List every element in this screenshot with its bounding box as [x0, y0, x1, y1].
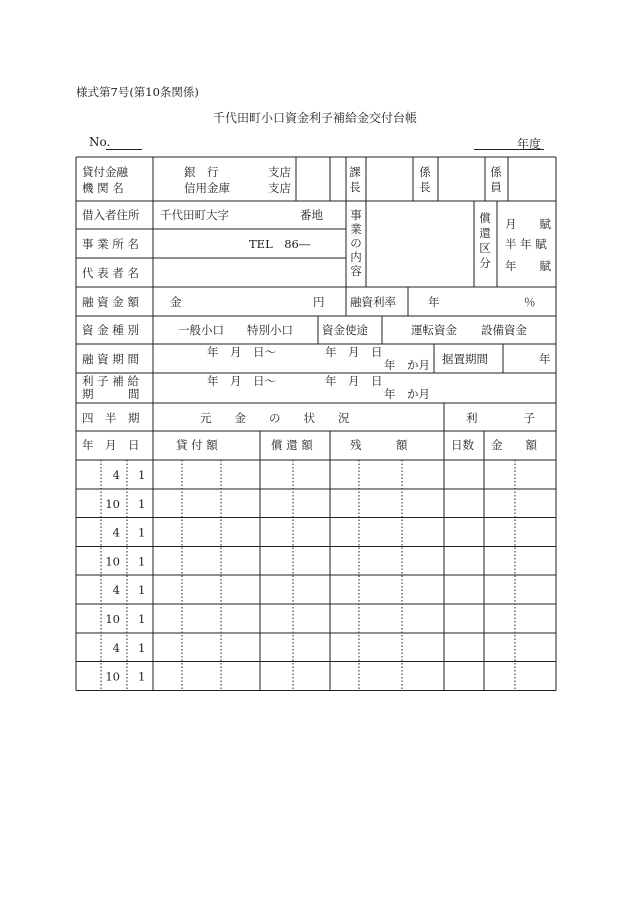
row-month: 10	[105, 554, 120, 569]
equipment-fund-label: 設備資金	[481, 323, 527, 337]
subsidy-from-label: 年 月 日～	[207, 374, 276, 388]
staff-label: 係	[490, 165, 502, 179]
subsidy-months-label: 年 か月	[384, 387, 430, 401]
repayment-label: 還	[479, 226, 491, 240]
business-content-label: 容	[350, 264, 362, 278]
percent-label: ％	[524, 295, 536, 309]
general-small-label: 一般小口	[178, 323, 224, 337]
loan-period-label: 融 資 期 間	[82, 352, 139, 366]
address-value: 千代田町大字	[160, 208, 229, 222]
staff-label: 員	[490, 180, 502, 194]
number-label: No.	[89, 135, 111, 149]
interest-label: 利 子	[466, 411, 535, 425]
business-content-label: 内	[350, 250, 362, 264]
business-content-label: の	[350, 236, 362, 250]
repayment-label: 分	[479, 256, 491, 270]
subsection-chief-label: 係	[419, 165, 431, 179]
yen-label: 円	[313, 295, 325, 309]
section-chief-label: 長	[349, 180, 361, 194]
subsidy-to-label: 年 月 日	[325, 374, 383, 388]
row-month: 10	[105, 669, 120, 684]
period-months-label: 年 か月	[384, 358, 430, 372]
repayment-half-year: 半 年 賦	[505, 237, 547, 251]
subsidy-period-label: 期 間	[82, 387, 140, 401]
document-title: 千代田町小口資金利子補給金交付台帳	[212, 111, 417, 125]
loan-amount-label: 融 資 金 額	[82, 295, 139, 309]
deferment-year-label: 年	[539, 352, 551, 366]
interest-rate-label: 融資利率	[350, 295, 396, 309]
borrower-address-label: 借入者住所	[82, 208, 140, 222]
lender-label: 機 関 名	[82, 181, 124, 195]
row-month: 4	[112, 468, 120, 482]
principal-status-label: 元 金 の 状 況	[200, 411, 350, 425]
bank-label: 銀 行	[184, 165, 219, 179]
row-month: 4	[112, 640, 120, 655]
form-number-label: 様式第7号(第10条関係)	[76, 85, 199, 99]
rate-year-label: 年	[428, 295, 440, 309]
repayment-monthly: 月 賦	[505, 217, 551, 231]
days-label: 日数	[451, 438, 474, 452]
row-month: 10	[105, 612, 120, 626]
branch-label: 支店	[268, 165, 291, 179]
loaned-amount-label: 貸 付 額	[176, 438, 218, 452]
fiscal-year-label: 年度	[517, 137, 542, 151]
period-from-label: 年 月 日～	[207, 345, 276, 359]
business-content-label: 業	[350, 222, 362, 236]
branch-label: 支店	[268, 181, 291, 195]
row-day: 1	[138, 669, 146, 684]
tel-label: TEL 86―	[249, 237, 311, 251]
representative-label: 代 表 者 名	[82, 266, 139, 280]
row-month: 4	[112, 525, 120, 540]
subsidy-period-label: 利 子 補 給	[82, 374, 139, 388]
business-content-label: 事	[350, 208, 362, 222]
balance-label: 残 額	[350, 438, 408, 452]
row-day: 1	[138, 583, 146, 598]
subsection-chief-label: 長	[419, 180, 431, 194]
row-day: 1	[138, 468, 146, 482]
interest-amount-label: 金 額	[491, 438, 537, 452]
fund-usage-label: 資金使途	[322, 323, 368, 337]
lender-label: 貸付金融	[82, 165, 128, 179]
office-name-label: 事 業 所 名	[82, 237, 139, 251]
repayment-yearly: 年 賦	[505, 259, 551, 273]
shinkin-label: 信用金庫	[184, 181, 230, 195]
row-month: 10	[105, 496, 120, 511]
row-day: 1	[138, 554, 146, 569]
repayment-label: 区	[479, 241, 491, 255]
deferment-label: 据置期間	[442, 352, 488, 366]
row-month: 4	[112, 583, 120, 598]
kin-label: 金	[170, 295, 182, 309]
repayment-label: 償	[479, 211, 491, 225]
period-to-label: 年 月 日	[325, 345, 383, 359]
row-day: 1	[138, 525, 146, 540]
section-chief-label: 課	[349, 165, 361, 179]
special-small-label: 特別小口	[247, 323, 293, 337]
fund-type-label: 資 金 種 別	[82, 323, 139, 337]
repaid-amount-label: 償 還 額	[271, 438, 313, 452]
quarter-label: 四 半 期	[82, 411, 140, 425]
row-day: 1	[138, 640, 146, 655]
row-day: 1	[138, 612, 146, 626]
operating-fund-label: 運転資金	[411, 323, 457, 337]
row-day: 1	[138, 496, 146, 511]
date-label: 年 月 日	[82, 438, 140, 452]
banchi-label: 番地	[300, 208, 323, 222]
